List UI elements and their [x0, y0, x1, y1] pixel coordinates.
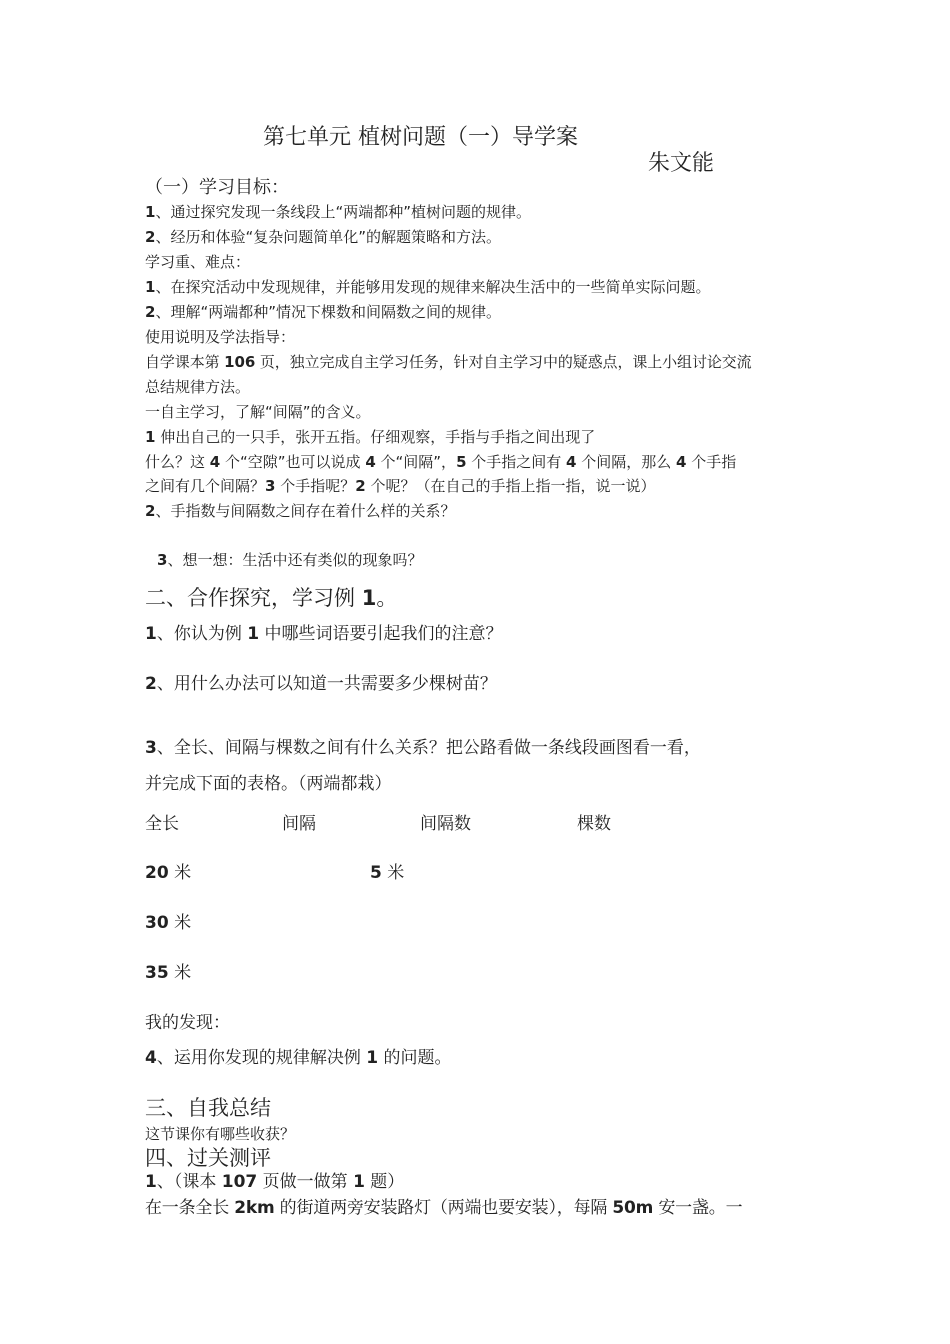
goals-heading: （一）学习目标： — [145, 177, 289, 198]
q1-l3-n2: 2 — [355, 477, 366, 495]
document-title: 第七单元 植树问题（一）导学案 — [263, 125, 578, 150]
row-1-interval-number: 5 — [370, 863, 382, 883]
discovery-label: 我的发现： — [145, 1013, 230, 1033]
discovery-q4-number: 4 — [145, 1048, 157, 1068]
test-q1-c: 题） — [364, 1172, 405, 1192]
table-header-length: 全长 — [145, 814, 179, 834]
key-points-heading: 学习重、难点： — [145, 253, 251, 271]
cooperate-q3-number: 3 — [145, 738, 157, 758]
cooperate-heading-b: 。 — [376, 586, 398, 610]
test-q1-number: 1 — [145, 1172, 157, 1192]
key-point-item-1-text: 、在探究活动中发现规律，并能够用发现的规律来解决生活中的一些简单实际问题。 — [155, 278, 711, 296]
goal-item-2 — [145, 227, 501, 247]
q1-l3-a: 之间有几个间隔？ — [145, 477, 266, 495]
table-header-interval-count: 间隔数 — [420, 814, 471, 834]
q1-l2-n1: 4 — [209, 453, 221, 471]
row-1-interval-unit: 米 — [381, 863, 405, 883]
test-line-n1: 2km — [234, 1198, 275, 1218]
self-study-q2 — [145, 501, 455, 521]
table-row-3-length — [145, 961, 191, 985]
key-point-item-2-text: 、理解“两端都种”情况下棵数和间隔数之间的规律。 — [155, 303, 501, 321]
test-line-n2: 50m — [612, 1198, 654, 1218]
q1-l2-b: 个“空隙”也可以说成 — [220, 453, 366, 471]
key-point-item-1 — [145, 277, 710, 297]
test-line-a: 在一条全长 — [145, 1198, 235, 1218]
guide-line-1 — [145, 352, 752, 372]
test-heading: 四、过关测评 — [145, 1146, 271, 1170]
cooperate-q1-n: 1 — [247, 624, 260, 644]
row-1-length-number: 20 — [145, 863, 169, 883]
self-study-q1-line-2 — [145, 452, 736, 472]
cooperate-q1-a: 、你认为例 — [156, 624, 248, 644]
discovery-q4-n: 1 — [366, 1048, 379, 1068]
summary-heading: 三、自我总结 — [145, 1096, 271, 1120]
cooperate-q2-text: 、用什么办法可以知道一共需要多少棵树苗？ — [156, 674, 497, 694]
test-q1-n2: 1 — [353, 1172, 365, 1192]
test-q1-b: 页做一做第 — [257, 1172, 354, 1192]
q1-l2-a: 什么？这 — [145, 453, 210, 471]
table-row-1-length — [145, 861, 191, 885]
cooperate-heading-a: 二、合作探究，学习例 — [145, 586, 362, 610]
goal-item-1-text: 、通过探究发现一条线段上“两端都种”植树问题的规律。 — [155, 203, 531, 221]
test-line-c: 安一盏。一 — [653, 1198, 743, 1218]
self-study-q3 — [157, 550, 422, 570]
self-study-q1-number: 1 — [145, 428, 156, 446]
q1-l3-b: 个手指呢？ — [275, 477, 356, 495]
cooperate-q3 — [145, 736, 701, 760]
table-header-tree-count: 棵数 — [577, 814, 611, 834]
self-study-q1-line-1 — [145, 427, 595, 447]
goal-item-2-text: 、经历和体验“复杂问题简单化”的解题策略和方法。 — [155, 228, 501, 246]
test-line-b: 的街道两旁安装路灯（两端也要安装），每隔 — [274, 1198, 613, 1218]
guide-text-a: 自学课本第 — [145, 353, 225, 371]
guide-text-b: 页，独立完成自主学习任务，针对自主学习中的疑惑点，课上小组讨论交流 — [255, 353, 752, 371]
row-1-length-unit: 米 — [168, 863, 192, 883]
self-study-q1-line-3 — [145, 476, 655, 496]
cooperate-q1-b: 中哪些词语要引起我们的注意？ — [259, 624, 503, 644]
test-q1 — [145, 1170, 404, 1194]
cooperate-heading — [145, 584, 397, 612]
q1-l2-e: 个间隔，那么 — [576, 453, 677, 471]
q1-l2-n4: 4 — [566, 453, 577, 471]
discovery-q4-a: 、运用你发现的规律解决例 — [156, 1048, 367, 1068]
self-study-q3-text: 、想一想：生活中还有类似的现象吗？ — [167, 551, 423, 569]
self-study-heading: 一自主学习，了解“间隔”的含义。 — [145, 403, 371, 421]
summary-question: 这节课你有哪些收获？ — [145, 1125, 296, 1143]
key-point-item-2 — [145, 302, 501, 322]
table-header-interval: 间隔 — [282, 814, 316, 834]
row-3-length-unit: 米 — [168, 963, 192, 983]
q1-l3-n1: 3 — [265, 477, 276, 495]
row-2-length-unit: 米 — [168, 913, 192, 933]
row-2-length-number: 30 — [145, 913, 169, 933]
test-q1-n1: 107 — [221, 1172, 258, 1192]
row-3-length-number: 35 — [145, 963, 169, 983]
cooperate-q2-number: 2 — [145, 674, 157, 694]
q1-l2-d: 个手指之间有 — [466, 453, 567, 471]
goal-item-1 — [145, 202, 531, 222]
q1-l2-c: 个“间隔”， — [375, 453, 457, 471]
q1-l2-n2: 4 — [365, 453, 376, 471]
cooperate-q1 — [145, 622, 503, 646]
cooperate-q3-line-2: 并完成下面的表格。（两端都栽） — [145, 774, 392, 794]
q1-l3-c: 个呢？（在自己的手指上指一指，说一说） — [365, 477, 656, 495]
q1-l2-n3: 5 — [456, 453, 467, 471]
cooperate-heading-number: 1 — [361, 586, 377, 610]
key-point-item-1-number: 1 — [145, 278, 156, 296]
discovery-q4-b: 的问题。 — [378, 1048, 452, 1068]
goal-item-2-number: 2 — [145, 228, 156, 246]
q1-l2-f: 个手指 — [686, 453, 737, 471]
test-q1-a: 、（课本 — [156, 1172, 222, 1192]
q1-l2-n5: 4 — [676, 453, 687, 471]
test-q1-body — [145, 1196, 742, 1220]
guide-heading: 使用说明及学法指导： — [145, 328, 296, 346]
self-study-q3-number: 3 — [157, 551, 168, 569]
table-row-2-length — [145, 911, 191, 935]
self-study-q2-number: 2 — [145, 502, 156, 520]
goal-item-1-number: 1 — [145, 203, 156, 221]
self-study-q1-text: 伸出自己的一只手，张开五指。仔细观察，手指与手指之间出现了 — [155, 428, 596, 446]
cooperate-q1-number: 1 — [145, 624, 157, 644]
discovery-q4 — [145, 1046, 452, 1070]
guide-line-2: 总结规律方法。 — [145, 378, 251, 396]
guide-page-number: 106 — [224, 353, 256, 371]
author-name: 朱文能 — [648, 151, 715, 176]
self-study-q2-text: 、手指数与间隔数之间存在着什么样的关系？ — [155, 502, 456, 520]
cooperate-q2 — [145, 672, 497, 696]
table-row-1-interval — [370, 861, 404, 885]
key-point-item-2-number: 2 — [145, 303, 156, 321]
cooperate-q3-text: 、全长、间隔与棵数之间有什么关系？把公路看做一条线段画图看一看， — [156, 738, 701, 758]
